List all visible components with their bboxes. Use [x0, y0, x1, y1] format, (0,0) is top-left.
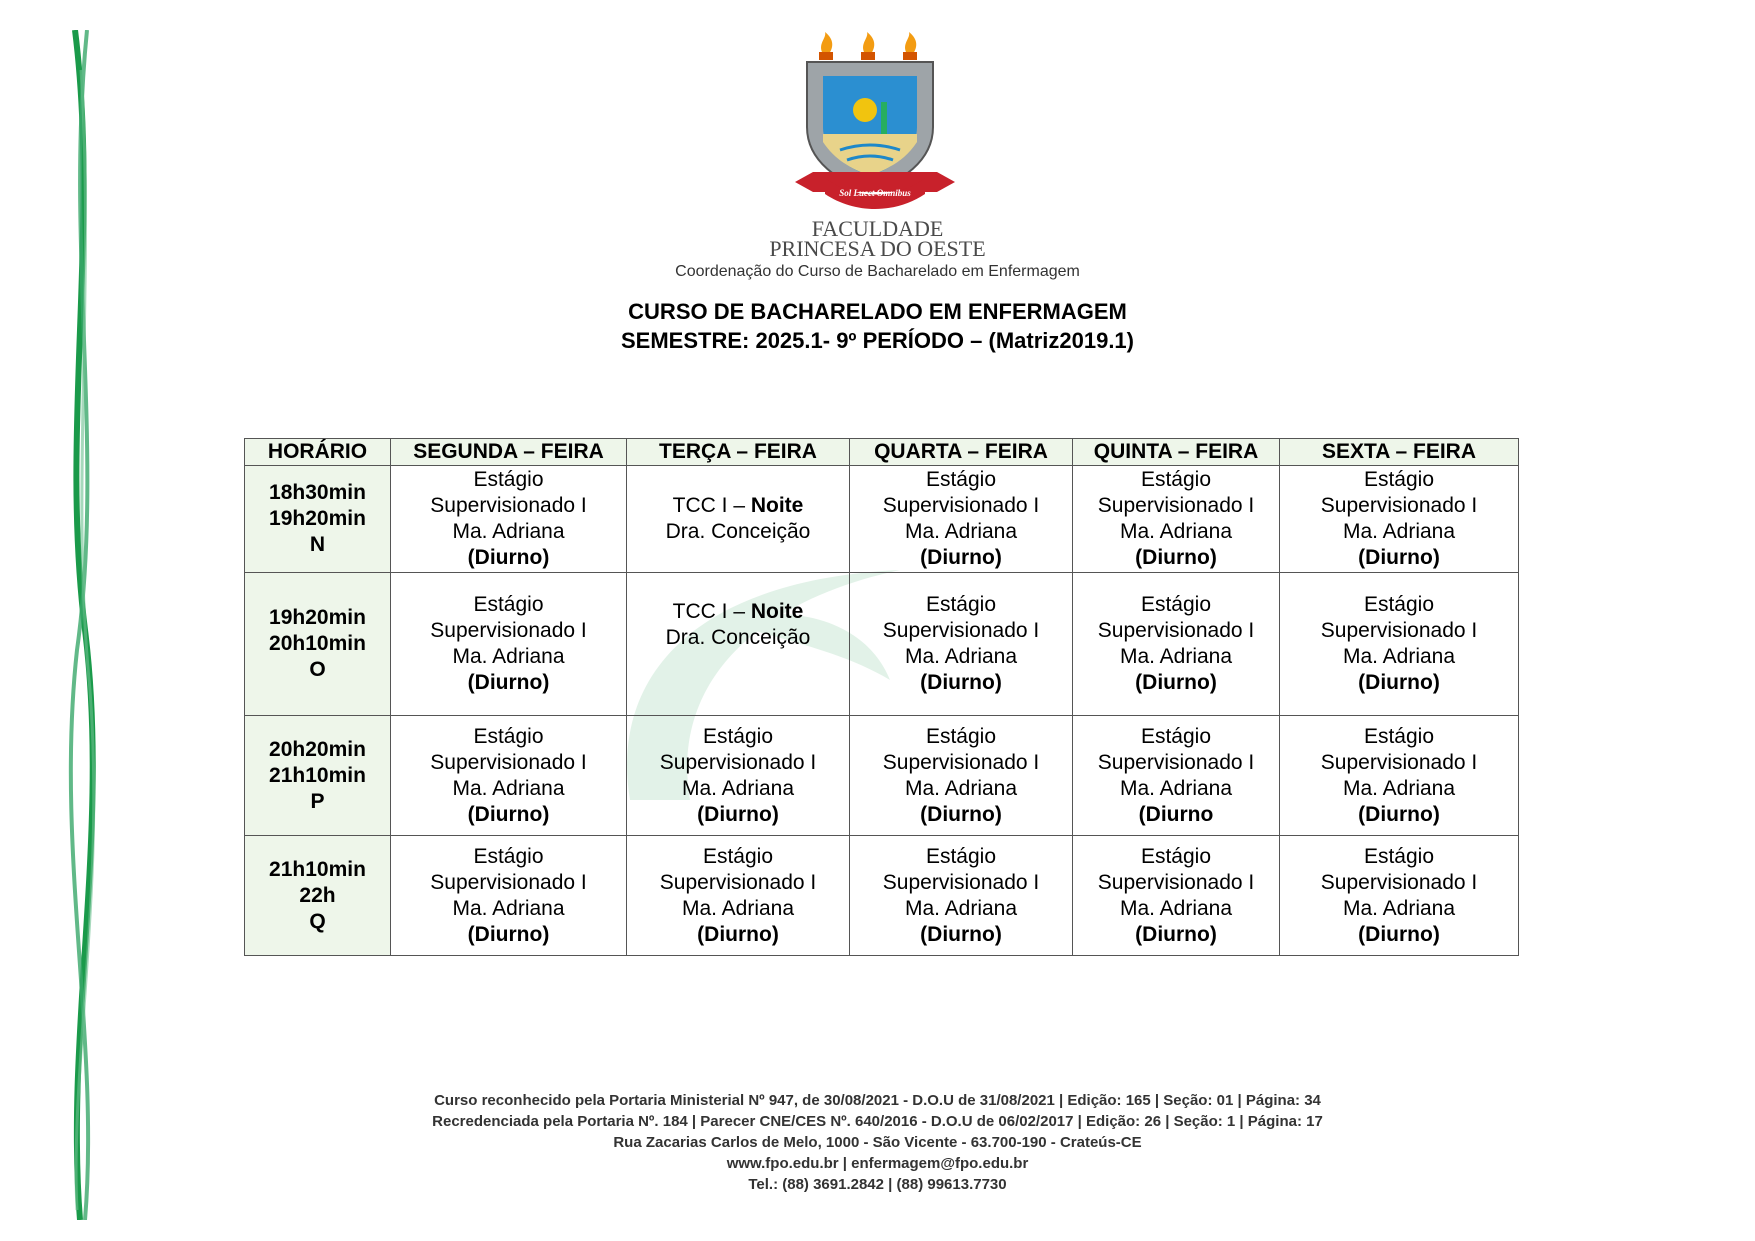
page-title: CURSO DE BACHARELADO EM ENFERMAGEM: [628, 299, 1127, 324]
class-cell: Estágio Supervisionado I Ma. Adriana (Diurno): [391, 466, 627, 573]
footer-address: Rua Zacarias Carlos de Melo, 1000 - São Vicente - 63.700-190 - Crateús-CE: [613, 1134, 1142, 1151]
class-cell: Estágio Supervisionado I Ma. Adriana (Diurno): [1280, 466, 1519, 573]
class-cell: Estágio Supervisionado I Ma. Adriana (Diurno): [391, 836, 627, 956]
class-cell: Estágio Supervisionado I Ma. Adriana (Diurno): [391, 573, 627, 716]
class-cell: Estágio Supervisionado I Ma. Adriana (Diurno): [1280, 716, 1519, 836]
institution-crest: [795, 32, 955, 217]
ribbon-decoration: [55, 30, 115, 1220]
class-cell: Estágio Supervisionado I Ma. Adriana (Diurno): [1280, 573, 1519, 716]
header-quinta: QUINTA – FEIRA: [1073, 439, 1280, 466]
header-terca: TERÇA – FEIRA: [627, 439, 850, 466]
footer-recognition: Curso reconhecido pela Portaria Ministerial Nº 947, de 30/08/2021 - D.O.U de 31/08/2021 | Edição: 165 | Seção: 01 | Página: 34: [434, 1092, 1321, 1109]
page-subtitle: SEMESTRE: 2025.1- 9º PERÍODO – (Matriz2019.1): [621, 328, 1134, 353]
class-cell: Estágio Supervisionado I Ma. Adriana (Diurno): [627, 716, 850, 836]
class-cell: Estágio Supervisionado I Ma. Adriana (Diurno): [850, 573, 1073, 716]
schedule-table: [244, 438, 1519, 956]
class-cell: Estágio Supervisionado I Ma. Adriana (Diurno): [1073, 836, 1280, 956]
table-row: [245, 573, 1519, 716]
class-cell: Estágio Supervisionado I Ma. Adriana (Diurno: [1073, 716, 1280, 836]
footer-phone: Tel.: (88) 3691.2842 | (88) 99613.7730: [748, 1176, 1007, 1193]
time-cell: 19h20min 20h10min O: [245, 573, 391, 716]
flame-icon: [821, 32, 916, 54]
sun-icon: [853, 98, 877, 122]
tcc-cell: TCC I – Noite Dra. Conceição: [627, 573, 850, 716]
class-cell: Estágio Supervisionado I Ma. Adriana (Diurno): [850, 466, 1073, 573]
table-row: [245, 466, 1519, 573]
coordination-subtitle: Coordenação do Curso de Bacharelado em Enfermagem: [675, 263, 1080, 280]
time-cell: 21h10min 22h Q: [245, 836, 391, 956]
institution-name-line1: FACULDADE: [811, 216, 944, 241]
class-cell: Estágio Supervisionado I Ma. Adriana (Diurno): [1073, 466, 1280, 573]
motto-text: Sol Lucet Omnibus: [839, 188, 911, 198]
footer-recredential: Recredenciada pela Portaria Nº. 184 | Parecer CNE/CES Nº. 640/2016 - D.O.U de 06/02/2017 | Edição: 26 | Seção: 1 | Página: 17: [432, 1113, 1323, 1130]
table-row: [245, 836, 1519, 956]
header-quarta: QUARTA – FEIRA: [850, 439, 1073, 466]
tcc-cell: TCC I – Noite Dra. Conceição: [627, 466, 850, 573]
class-cell: Estágio Supervisionado I Ma. Adriana (Diurno): [1073, 573, 1280, 716]
class-cell: Estágio Supervisionado I Ma. Adriana (Diurno): [850, 836, 1073, 956]
time-cell: 18h30min 19h20min N: [245, 466, 391, 573]
footer-web-links[interactable]: www.fpo.edu.br | enfermagem@fpo.edu.br: [726, 1155, 1029, 1172]
header-horario: HORÁRIO: [245, 439, 391, 466]
time-cell: 20h20min 21h10min P: [245, 716, 391, 836]
class-cell: Estágio Supervisionado I Ma. Adriana (Diurno): [391, 716, 627, 836]
table-header-row: [245, 439, 1519, 466]
institution-name-line2: PRINCESA DO OESTE: [769, 236, 986, 261]
header-segunda: SEGUNDA – FEIRA: [391, 439, 627, 466]
header-sexta: SEXTA – FEIRA: [1280, 439, 1519, 466]
class-cell: Estágio Supervisionado I Ma. Adriana (Diurno): [850, 716, 1073, 836]
class-cell: Estágio Supervisionado I Ma. Adriana (Diurno): [627, 836, 850, 956]
table-row: [245, 716, 1519, 836]
class-cell: Estágio Supervisionado I Ma. Adriana (Diurno): [1280, 836, 1519, 956]
